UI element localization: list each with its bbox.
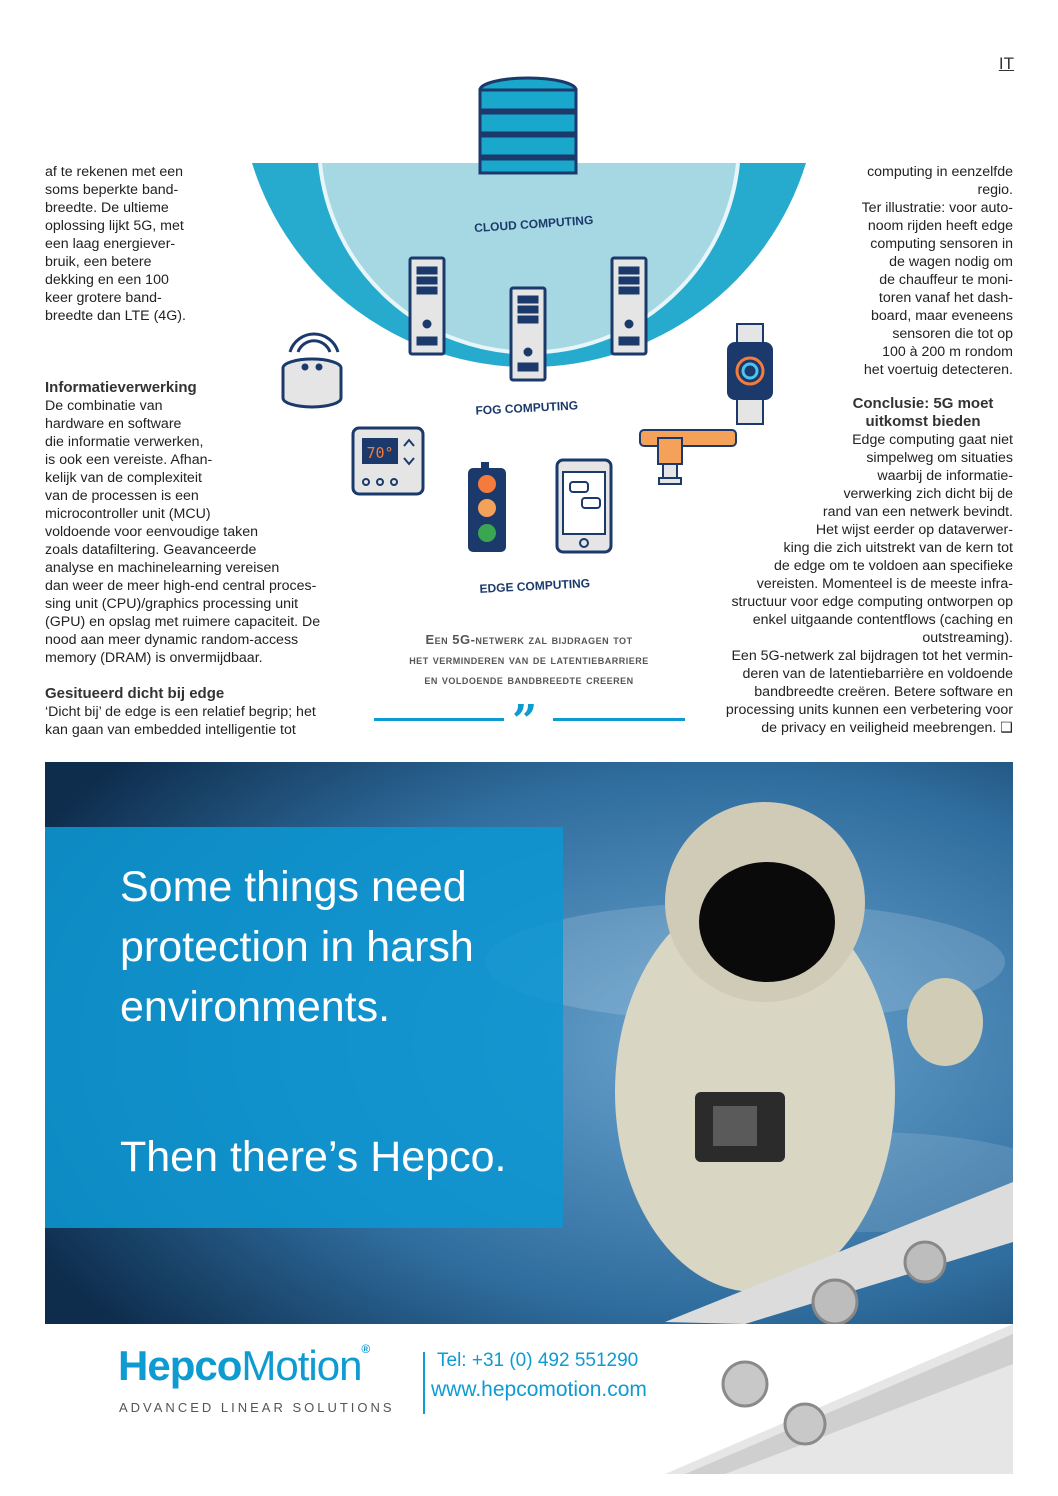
right-para-3 xyxy=(703,647,1013,737)
text-line: ‘Dicht bij’ de edge is een relatief begrip; het xyxy=(45,704,316,720)
text-line: Ter illustratie: voor auto- xyxy=(861,200,1013,216)
text-line: bruik, een betere xyxy=(45,254,152,270)
fog-label: FOG COMPUTING xyxy=(475,398,579,418)
logo-subtitle: ADVANCED LINEAR SOLUTIONS xyxy=(119,1400,395,1415)
heading-informatieverwerking: Informatieverwerking xyxy=(45,379,197,396)
text-line: regio. xyxy=(977,182,1013,198)
server-icon xyxy=(410,258,444,354)
quote-mark-icon: ” xyxy=(512,696,538,747)
thermostat-value: 70° xyxy=(366,444,394,462)
text-line: nood aan meer dynamic random-access xyxy=(45,632,299,648)
hepco-advertisement xyxy=(45,762,1013,1324)
right-para-1 xyxy=(703,163,1013,379)
text-line: computing sensoren in xyxy=(870,236,1013,252)
thermostat-icon xyxy=(353,428,423,494)
text-line: Een 5G-netwerk zal bijdragen tot het vermin- xyxy=(731,648,1013,664)
ad-footer xyxy=(45,1324,1013,1474)
quote-line: het verminderen van de latentiebarriere xyxy=(409,652,649,667)
text-line: De combinatie van xyxy=(45,398,163,414)
text-line: Edge computing gaat niet xyxy=(852,432,1013,448)
text-line: 100 à 200 m rondom xyxy=(882,344,1013,360)
edge-label: EDGE COMPUTING xyxy=(479,576,591,596)
left-column xyxy=(45,163,355,739)
text-line: waarbij de informatie- xyxy=(877,468,1013,484)
left-para-1 xyxy=(45,163,225,325)
footer-divider xyxy=(423,1352,425,1414)
server-icon xyxy=(511,288,545,380)
text-line: simpelweg om situaties xyxy=(866,450,1013,466)
text-line: het voertuig detecteren. xyxy=(863,362,1013,378)
text-line: Het wijst eerder op dataverwer- xyxy=(815,522,1013,538)
text-line: outstreaming). xyxy=(922,630,1013,646)
text-line: die informatie verwerken, xyxy=(45,434,204,450)
text-line: de privacy en veiligheid meebrengen. ❑ xyxy=(761,720,1013,736)
text-line: af te rekenen met een xyxy=(45,164,184,180)
right-para-2 xyxy=(703,431,1013,647)
text-line: is ook een vereiste. Afhan- xyxy=(45,452,213,468)
text-line: dan weer de meer high-end central proces- xyxy=(45,578,317,594)
text-line: kelijk van de complexiteit xyxy=(45,470,202,486)
text-line: voldoende voor eenvoudige taken xyxy=(45,524,258,540)
text-line: de wagen nodig om xyxy=(889,254,1013,270)
text-line: analyse en machinelearning vereisen xyxy=(45,560,280,576)
text-line: toren vanaf het dash- xyxy=(878,290,1013,306)
quote-line: Een 5G-netwerk zal bijdragen tot xyxy=(425,632,633,647)
heading-conclusie xyxy=(703,395,1013,431)
text-line: computing in eenzelfde xyxy=(867,164,1013,180)
text-line: bandbreedte creëren. Betere software en xyxy=(754,684,1013,700)
text-line: vereisten. Momenteel is de meeste infra- xyxy=(756,576,1013,592)
text-line: keer grotere band- xyxy=(45,290,162,306)
text-line: sing unit (CPU)/graphics processing unit xyxy=(45,596,299,612)
section-tag: IT xyxy=(998,54,1014,73)
phone-icon xyxy=(557,460,611,552)
left-para-3 xyxy=(45,703,355,739)
quote-rule-left xyxy=(374,718,504,721)
text-line: van de processen is een xyxy=(45,488,199,504)
text-line: microcontroller unit (MCU) xyxy=(45,506,211,522)
database-icon xyxy=(480,78,576,173)
ad-tagline: Then there’s Hepco. xyxy=(120,1133,507,1181)
text-line: processing units kunnen een verbetering voor xyxy=(725,702,1013,718)
text-line: zoals datafiltering. Geavanceerde xyxy=(45,542,257,558)
text-line: (GPU) en opslag met ruimere capaciteit. De xyxy=(45,614,321,630)
text-line: structuur voor edge computing ontworpen op xyxy=(731,594,1013,610)
text-line: hardware en software xyxy=(45,416,182,432)
text-line: soms beperkte band- xyxy=(45,182,179,198)
text-line: breedte. De ultieme xyxy=(45,200,169,216)
heading-line: Conclusie: 5G moet xyxy=(852,395,994,412)
text-line: breedte dan LTE (4G). xyxy=(45,308,186,324)
left-para-2 xyxy=(45,397,355,667)
text-line: de edge om te voldoen aan specifieke xyxy=(774,558,1013,574)
pull-quote xyxy=(372,630,686,690)
heading-line: uitkomst bieden xyxy=(865,413,981,430)
text-line: verwerking zich dicht bij de xyxy=(843,486,1013,502)
phone-number: Tel: +31 (0) 492 551290 xyxy=(437,1350,639,1371)
text-line: king die zich uitstrekt van de kern tot xyxy=(783,540,1013,556)
ad-text-panel xyxy=(45,827,563,1228)
traffic-light-icon xyxy=(468,462,506,552)
quote-rule-right xyxy=(553,718,685,721)
text-line: oplossing lijkt 5G, met xyxy=(45,218,184,234)
right-column xyxy=(703,163,1013,737)
cloud-label: CLOUD COMPUTING xyxy=(473,212,594,236)
text-line: enkel uitgaande contentflows (caching en xyxy=(752,612,1013,628)
text-line: de chauffeur te moni- xyxy=(879,272,1013,288)
text-line: rand van een netwerk bevindt. xyxy=(822,504,1013,520)
text-line: noom rijden heeft edge xyxy=(867,218,1013,234)
hepcomotion-logo: HepcoMotion® xyxy=(118,1342,370,1389)
text-line: kan gaan van embedded intelligentie tot xyxy=(45,722,296,738)
text-line: sensoren die tot op xyxy=(892,326,1013,342)
text-line: een laag energiever- xyxy=(45,236,176,252)
text-line: dekking en een 100 xyxy=(45,272,169,288)
website-link[interactable]: www.hepcomotion.com xyxy=(431,1378,647,1401)
text-line: deren van de latentiebarrière en voldoende xyxy=(742,666,1013,682)
server-icon xyxy=(612,258,646,354)
ad-headline: Some things need protection in harsh environments. xyxy=(120,863,474,1031)
quote-line: en voldoende bandbreedte creeren xyxy=(424,672,634,687)
heading-gesitueerd: Gesitueerd dicht bij edge xyxy=(45,685,225,702)
text-line: board, maar eveneens xyxy=(871,308,1013,324)
text-line: memory (DRAM) is onvermijdbaar. xyxy=(45,650,263,666)
